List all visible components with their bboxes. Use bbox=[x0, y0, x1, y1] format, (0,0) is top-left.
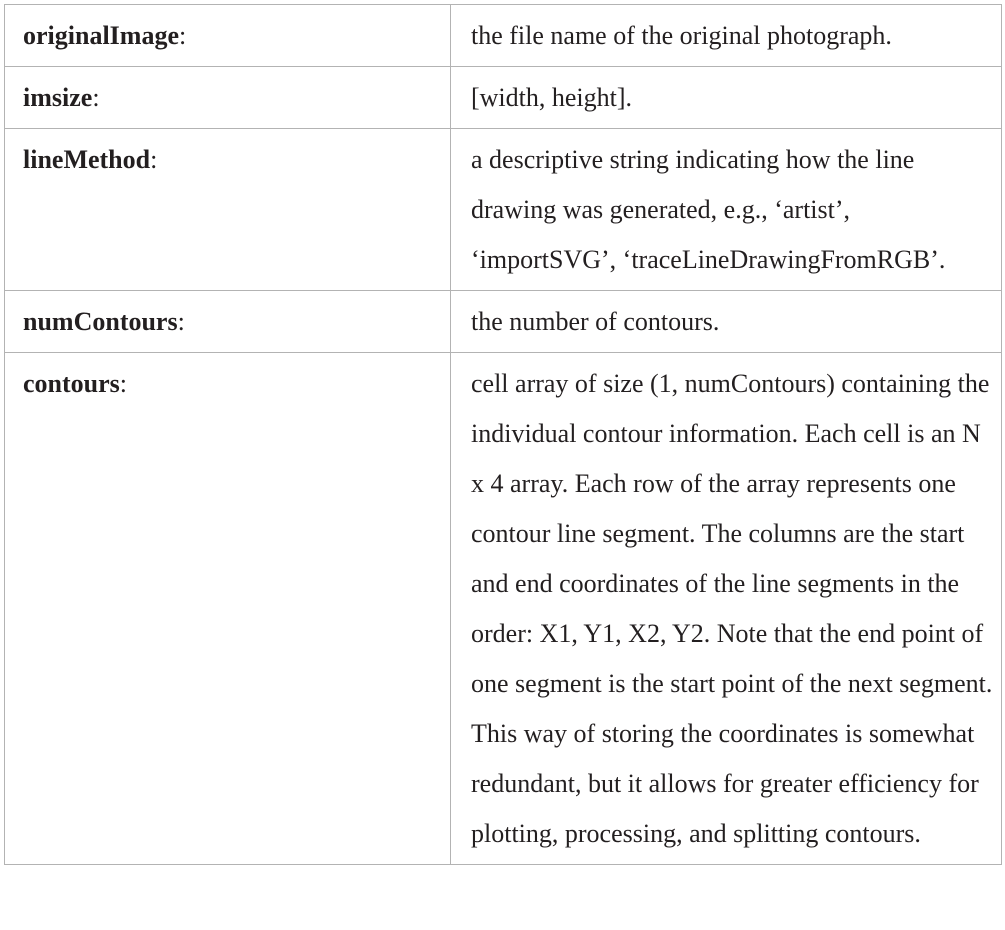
field-name-cell bbox=[5, 67, 451, 129]
table-row bbox=[5, 353, 1002, 865]
field-name: numContours bbox=[23, 307, 178, 336]
field-name-cell bbox=[5, 5, 451, 67]
table-row bbox=[5, 291, 1002, 353]
field-name-cell bbox=[5, 353, 451, 865]
table-row bbox=[5, 67, 1002, 129]
field-name: lineMethod bbox=[23, 145, 151, 174]
field-description: cell array of size (1, numContours) containing the individual contour information. Each cell is an N x 4 array. Each row of the array represents one contour line segment. The columns are the start and end coordinates of the line segments in the order: X1, Y1, X2, Y2. Note that the end point of one segment is the start point of the next segment. This way of storing the coordinates is somewhat redundant, but it allows for greater efficiency for plotting, processing, and splitting contours. bbox=[451, 353, 1002, 865]
field-name: originalImage bbox=[23, 21, 179, 50]
field-definition-table bbox=[4, 4, 1002, 865]
field-name-cell bbox=[5, 291, 451, 353]
field-description: [width, height]. bbox=[451, 67, 1002, 129]
field-colon: : bbox=[177, 307, 185, 336]
field-colon: : bbox=[150, 145, 158, 174]
table-row bbox=[5, 129, 1002, 291]
field-name-cell bbox=[5, 129, 451, 291]
field-name: contours bbox=[23, 369, 120, 398]
field-colon: : bbox=[92, 83, 100, 112]
field-description: a descriptive string indicating how the line drawing was generated, e.g., ‘artist’, ‘importSVG’, ‘traceLineDrawingFromRGB’. bbox=[451, 129, 1002, 291]
field-name: imsize bbox=[23, 83, 93, 112]
field-colon: : bbox=[119, 369, 128, 398]
field-description: the number of contours. bbox=[451, 291, 1002, 353]
table-row bbox=[5, 5, 1002, 67]
field-description: the file name of the original photograph. bbox=[451, 5, 1002, 67]
field-colon: : bbox=[179, 21, 187, 50]
